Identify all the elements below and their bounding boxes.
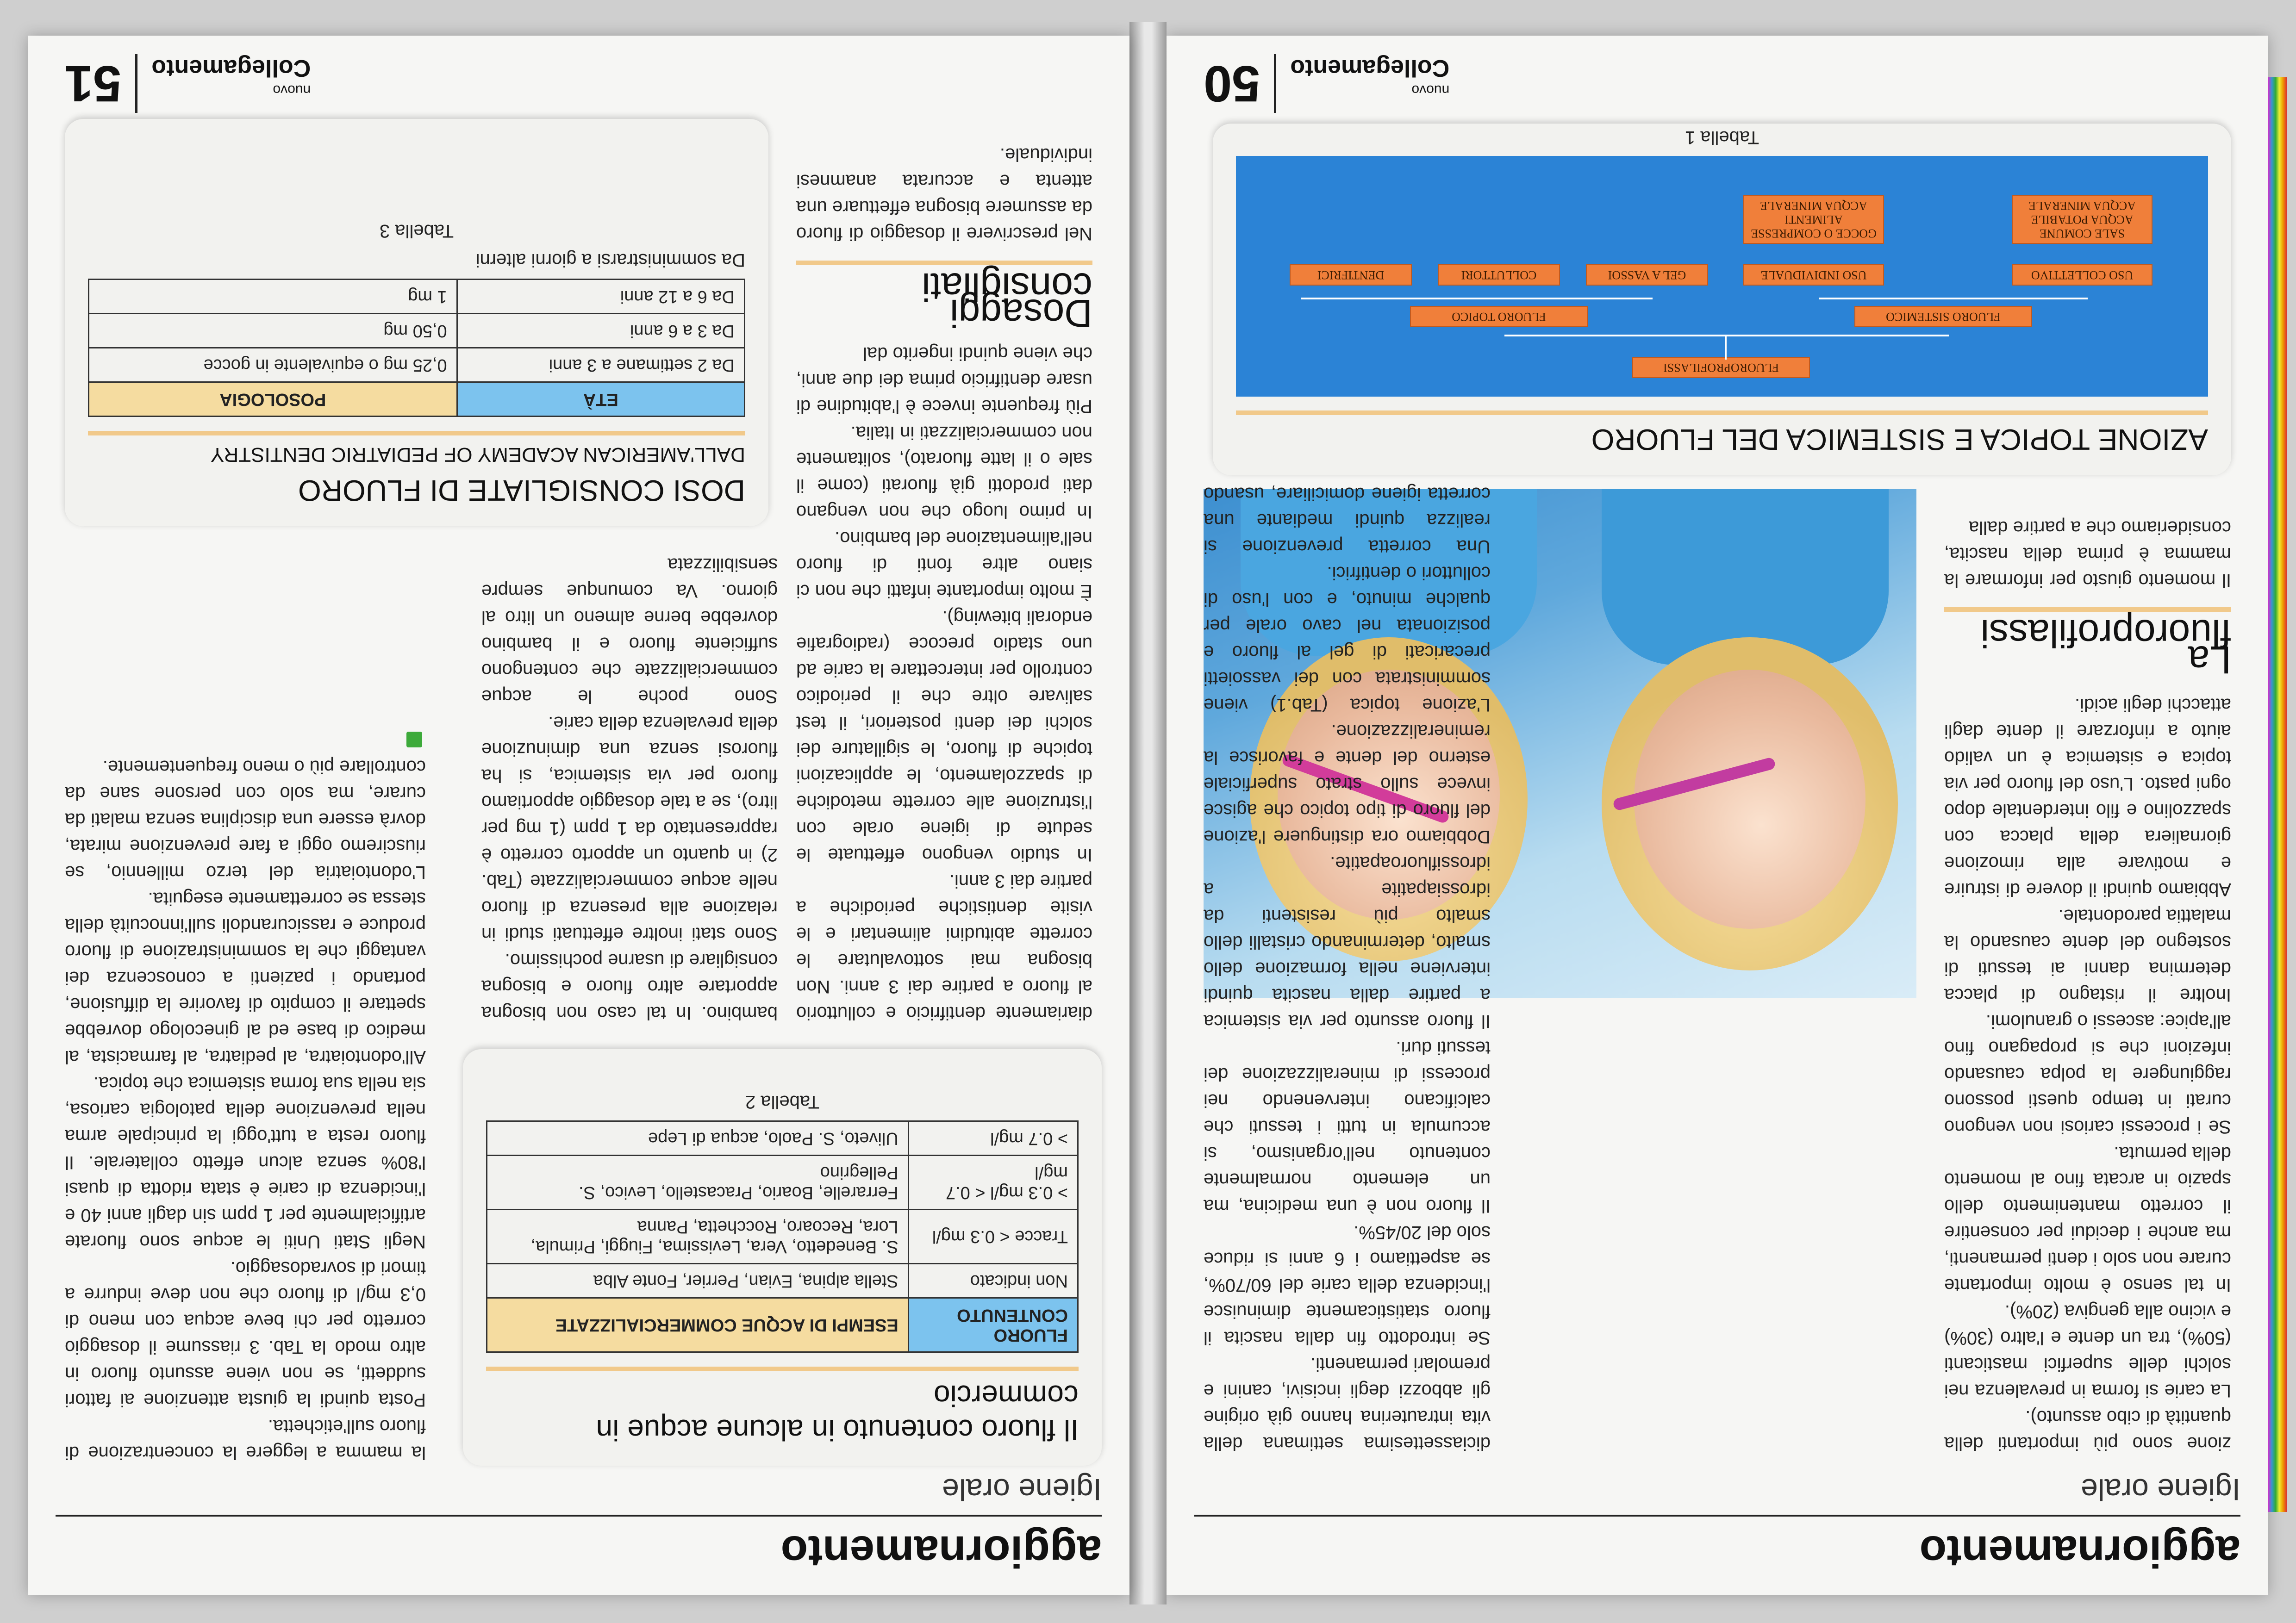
diagram-node-uso-individuale: USO INDIVIDUALE — [1743, 264, 1884, 286]
table-3-note: Da somministrarsi a giorni alterni — [475, 250, 745, 270]
paragraph: Dobbiamo ora distinguere l'azione del fluoro di tipo topico che agisce invece sullo strato superficiale esterno del dente e favorisce la remineralizzazione. — [1204, 721, 1491, 847]
header-brand: aggiornamento — [780, 1527, 1102, 1576]
left-column-1 — [1944, 514, 2231, 1456]
page-left — [1167, 36, 2268, 1595]
table-3-box — [65, 119, 768, 526]
table-1-box — [1213, 124, 2231, 475]
table-row: Da 6 a 12 anni 1 mg — [89, 280, 745, 314]
paragraph: diciassettesima settimana della vita intrauterina hanno già origine gli abbozzi degli incisivi, canini e premolari permanenti. — [1204, 1354, 1491, 1454]
paragraph: È molto importante infatti che non ci siano altre fonti di fluoro nell'alimentazione del bambino. — [796, 528, 1092, 601]
paragraph: La carie si forma in prevalenza nei solchi delle superfici masticanti (50%), tra un dente e l'altro (30%) e vicino alla gengiva (20%). — [1944, 1301, 2231, 1401]
table-row: > 0.3 mg/l < 0.7 mg/l Ferrarelle, Boario, Pracastello, Levico, S. Pellegrino — [487, 1156, 1078, 1210]
footer-magazine: nuovo Collegamento — [1290, 55, 1450, 98]
diagram-node-colluttori: COLLUTTORI — [1438, 264, 1560, 286]
paragraph: Inoltre il ristagno di placca determina danni ai tessuti di sostegno del dente causando la malattia parodontale. — [1944, 906, 2231, 1005]
table-2-caption: Tabella 2 — [745, 1092, 820, 1112]
page-number: 50 — [1204, 54, 1276, 113]
paragraph: Negli Stati Uniti le acque sono fluorate artificialmente per 1 ppm sin dagli anni 40 e l'incidenza di carie è stata ridotta di quasi l'80% senza alcun effetto collaterale. Il fluoro resta a tutt'oggi la principale arma nella prevenzione della patologia cariosa, sia nella sua forma sistemica che topica. — [65, 1073, 426, 1252]
table-header: POSOLOGIA — [89, 382, 457, 417]
paragraph: Il fluoro assunto per via sistemica a partire dalla nascita quindi interviene nella formazione dello smalto, determinando cristalli dello smalto più resistenti da idrossiapatite a idrossifluoroapatite. — [1204, 853, 1491, 1032]
table-3 — [88, 279, 745, 417]
paragraph: L'azione topica (Tab.1) viene somministrata con dei vassoietti precaricati di gel al fluoro e posizionata nel cavo orale per qualche minuto, e con l'uso di colluttori o dentifrici. — [1204, 563, 1491, 715]
footer-magazine: nuovo Collegamento — [151, 55, 311, 98]
diagram-node-root: FLUOROPROFILASSI — [1632, 357, 1810, 378]
left-column-2 — [1204, 454, 1491, 1456]
paragraph: bambino. In tal caso non bisogna apportare altro fluoro e bisogna consigliare di usarne pochissimo. — [481, 950, 778, 1023]
running-header — [56, 1473, 1102, 1577]
right-column-1 — [796, 141, 1092, 1026]
diagram-node-topico: FLUORO TOPICO — [1410, 306, 1588, 327]
table-2-box — [463, 1049, 1102, 1466]
table-header: ESEMPI DI ACQUE COMMERCIALIZZATE — [487, 1298, 909, 1352]
spine-gutter — [1129, 22, 1167, 1604]
paragraph: Se i processi cariosi non vengono curati in tempo questi possono raggiungere la polpa causando infezioni che si propagano fino all'apice: ascessi o granulomi. — [1944, 1011, 2231, 1137]
diagram-node-gel: GEL A VASSOI — [1586, 264, 1708, 286]
page-number: 51 — [65, 54, 137, 113]
paragraph: In primo luogo che non vengano dati prodotti già fluorati (come il sale o il latte fluorato), solitamente non commercializzati in Italia. — [796, 423, 1092, 522]
paragraph: Più frequente invece è l'abitudine di usare dentifricio prima dei due anni, che viene quindi ingerito dal — [796, 343, 1092, 417]
paragraph: Il momento giusto per informare la mamma è prima della nascita, consideriamo che a partire dalla — [1944, 517, 2231, 591]
table-row: Da 3 a 6 anni 0,50 mg — [89, 314, 745, 348]
paragraph: diariamente dentifricio e colluttorio al fluoro a partire dai 3 anni. Non bisogna mai sottovalutare le corrette abitudini alimentari e le visite dentistiche periodiche a partire dai 3 anni. — [796, 871, 1092, 1023]
running-footer — [1204, 54, 1449, 110]
section-heading: La fluoroprofilassi — [1944, 607, 2231, 673]
paragraph: In studio vengono effettuate le sedute di igiene orale con l'istruzione alle corrette metodiche di spazzolamento, le applicazioni topiche di fluoro, le sigillature dei solchi dei denti posteriori, il test salivare oltre che il periodico controllo per intercettare la carie ad uno stadio precoce (radiografie endorali bitewing). — [796, 607, 1092, 865]
page-right — [28, 36, 1129, 1595]
paragraph: All'odontoiatra, al pediatra, al farmacista, al medico di base ed al ginecologo dovrebbe spettare il compito di favorire la diffusione, portando i pazienti a conoscenza dei vantaggi che la somministrazione di fluoro produce e rassicurandoli sull'innocuità della stessa se correttamente eseguita. — [65, 889, 426, 1067]
paragraph: la mamma a leggere la concentrazione di fluoro sull'etichetta. — [65, 1416, 426, 1463]
paragraph: Posta quindi la giusta attenzione ai fattori suddetti, se non viene assunto fluoro in altro modo la Tab. 3 riassume il dosaggio corretto per chi beve acqua con meno di 0,3 mg/l di fluoro che non deve indurre a timori di sovradosaggio. — [65, 1258, 426, 1410]
running-footer — [65, 54, 311, 110]
header-rule — [1194, 1515, 2240, 1517]
table-3-subtitle: DALL'AMERICAN ACADEMY OF PEDIATRIC DENTISTRY — [88, 431, 745, 466]
right-column-2 — [65, 727, 426, 1466]
diagram-node-sale: SALE COMUNE ACQUA POTABILE ACQUA MINERALE — [2012, 195, 2152, 244]
paragraph: Sono stati inoltre effettuati studi in relazione alla presenza di fluoro nelle acque commercializzate (Tab. 2) in quanto un apporto corretto è rappresentato da 1 ppm (1 mg per litro), se a tale dosaggio apportiamo fluoro per via sistemica, si ha fluorosi senza una diminuzione della prevalenza della carie. — [481, 713, 778, 944]
header-rule — [56, 1515, 1102, 1517]
table-3-title: DOSI CONSIGLIATE DI FLUORO — [298, 474, 745, 507]
header-section: Igiene orale — [942, 1473, 1102, 1507]
paragraph: Se introdotto fin dalla nascita il fluoro statisticamente diminuisce l'incidenza della carie del 60/70%, se aspettiamo i 6 anni si riduce solo del 20/45%. — [1204, 1222, 1491, 1348]
table-1-caption: Tabella 1 — [1685, 127, 1759, 148]
end-of-article-mark — [406, 732, 422, 747]
diagram-node-gocce: GOCCE O COMPRESSE ALIMENTI ACQUA MINERALE — [1743, 195, 1884, 244]
paragraph: Il fluoro non è una medicina, ma un elemento normalmente contenuto nell'organismo, si accumula in tutti i tessuti che calcificano intervenendo nei processi di mineralizzazione dei tessuti duri. — [1204, 1038, 1491, 1216]
table-header: ETÀ — [457, 382, 744, 417]
paragraph: Nel prescrivere il dosaggio di fluoro da assumere bisogna effettuare una attenta e accurata anamnesi individuale. — [796, 144, 1092, 244]
page-edge-color-strip — [2268, 77, 2287, 1512]
header-section: Igiene orale — [2081, 1473, 2240, 1507]
running-header — [1194, 1473, 2240, 1577]
diagram-node-sistemico: FLUORO SISTEMICO — [1854, 306, 2032, 327]
table-2-title: Il fluoro contenuto in alcune acque in commercio — [486, 1367, 1079, 1447]
paragraph: In tal senso è molto importante curare non solo i denti permanenti, ma anche i decidui per consentire il corretto mantenimento dello spazio in arcata fino al momento della permuta. — [1944, 1143, 2231, 1295]
diagram-node-uso-collettivo: USO COLLETTIVO — [2012, 264, 2152, 286]
table-header: FLUORO CONTENUTO — [908, 1298, 1078, 1352]
paragraph: zione sono più importanti della quantità di cibo assunto). — [1944, 1407, 2231, 1454]
table-2 — [486, 1120, 1079, 1353]
table-row: > 0.7 mg/l Uliveto, S. Paolo, acqua di Lepe — [487, 1121, 1078, 1156]
footer-magazine-tag: nuovo — [273, 82, 311, 98]
footer-magazine-tag: nuovo — [1411, 82, 1450, 98]
paragraph: Sono poche le acque commercializzate che contengono sufficiente fluoro e il bambino dovrebbe berne almeno un litro al giorno. Va comunque sempre sensibilizzata — [481, 554, 778, 707]
table-3-caption: Tabella 3 — [379, 221, 454, 241]
table-row: Da 2 settimane a 3 anni 0,25 mg o equivalente in gocce — [89, 348, 745, 382]
fluoroprofilassi-diagram — [1236, 156, 2208, 397]
diagram-node-dentifrici: DENTIFRICI — [1290, 264, 1412, 286]
header-brand: aggiornamento — [1919, 1527, 2240, 1576]
section-heading: Dosaggi consigliati — [796, 261, 1092, 326]
table-row: Non indicato Stella alpina, Evian, Perrier, Fonte Alba — [487, 1264, 1078, 1298]
table-row: Tracce < 0.3 mg/l S. Benedetto, Vera, Levissima, Fiuggi, Primula, Lora, Recoaro, Rocchetta, Panna — [487, 1210, 1078, 1264]
table-1-title: AZIONE TOPICA E SISTEMICA DEL FLUORO — [1236, 410, 2208, 457]
paragraph: Abbiamo quindi il dovere di istruire e motivare alla rimozione giornaliera della placca con spazzolino e filo interdentale dopo ogni pasto. L'uso del fluoro per via topica e sistemica è un valido aiuto a rinforzare il dente dagli attacchi degli acidi. — [1944, 695, 2231, 900]
right-column-middle — [481, 551, 778, 1026]
paragraph: Una corretta prevenzione si realizza quindi mediante una corretta igiene domiciliare, usando — [1204, 484, 1491, 557]
paragraph: L'odontoiatria del terzo millennio, se riusciremo oggi a fare prevenzione mirata, dovrà essere una disciplina senza malati da curare, ma solo con persone sane da controllare più o meno frequentemente. — [65, 757, 426, 883]
